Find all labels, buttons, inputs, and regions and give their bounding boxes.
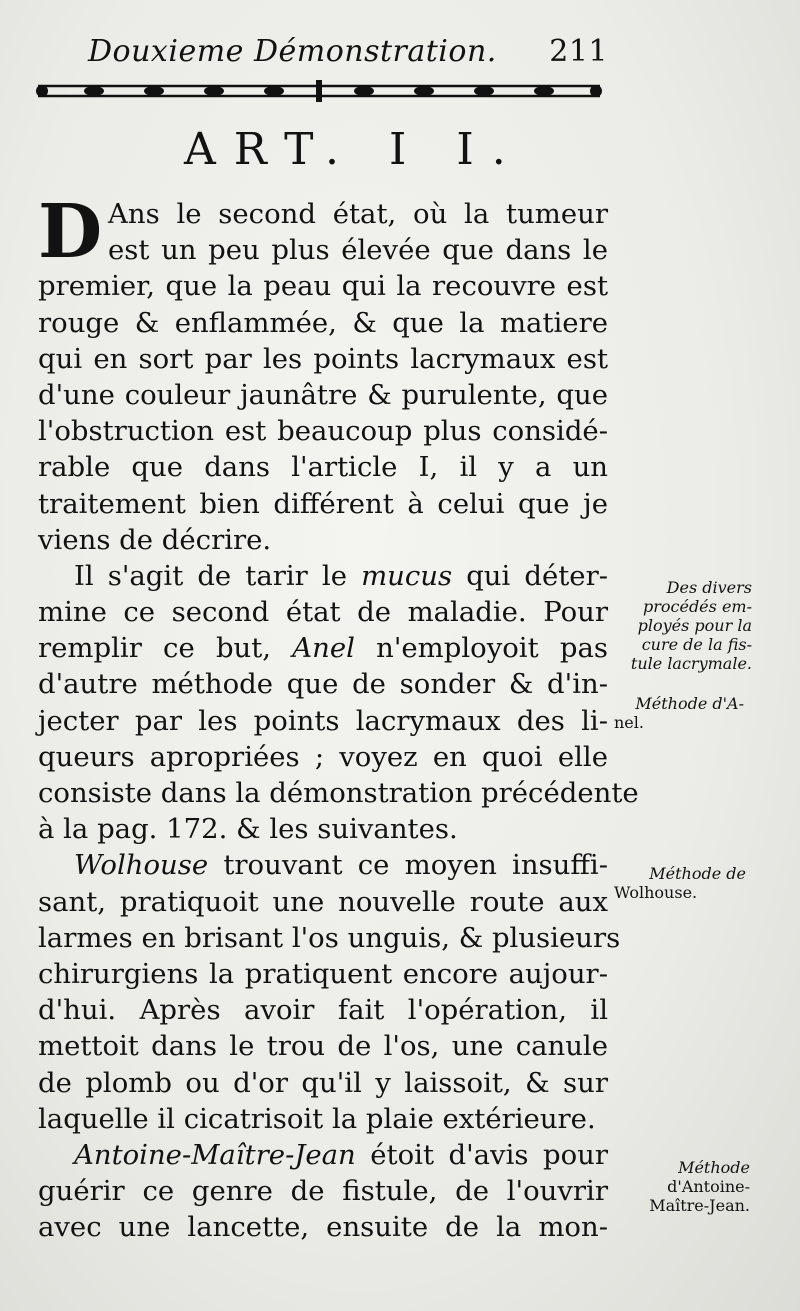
text-line: viens de décrire. <box>38 523 272 556</box>
italic-name-wolhouse: Wolhouse <box>74 849 209 882</box>
text-line: remplir ce but, Anel n'employoit pas <box>38 632 608 665</box>
margin-note-anel: Méthode d'A- nel. <box>614 694 744 732</box>
text-line: d'une couleur jaunâtre & purulente, que <box>38 378 608 411</box>
text-line: mettoit dans le trou de l'os, une canule <box>38 1030 608 1063</box>
text-line: chirurgiens la pratiquent encore aujour- <box>38 957 608 990</box>
paragraph-2 <box>38 558 639 848</box>
italic-name-anel: Anel <box>292 632 355 665</box>
text-line: larmes en brisant l'os unguis, & plusieurs <box>38 921 621 954</box>
text-line: Il s'agit de tarir le mucus qui déter- <box>74 559 609 592</box>
italic-term-mucus: mucus <box>361 559 453 592</box>
paragraph-1 <box>38 189 608 558</box>
text-line: avec une lancette, ensuite de la mon- <box>38 1211 608 1244</box>
drop-cap: D <box>38 189 103 275</box>
text-line: l'obstruction est beaucoup plus considé- <box>38 415 608 448</box>
text-line: laquelle il cicatrisoit la plaie extérieure. <box>38 1102 596 1135</box>
text-line: Ans le second état, où la tumeur <box>108 198 608 230</box>
text-line: guérir ce genre de fistule, de l'ouvrir <box>38 1175 608 1208</box>
margin-note-divers: Des divers procédés em- ployés pour la cure de la fis- tule lacrymale. <box>630 578 752 673</box>
text-line: rouge & enflammée, & que la matiere <box>38 306 608 339</box>
text-line: d'autre méthode que de sonder & d'in- <box>38 668 608 701</box>
text-line: Antoine-Maître-Jean étoit d'avis pour <box>74 1138 609 1171</box>
text-line: sant, pratiquoit une nouvelle route aux <box>38 885 608 918</box>
text-line: d'hui. Après avoir fait l'opération, il <box>38 994 608 1027</box>
margin-note-wolhouse: Méthode de Wolhouse. <box>614 864 746 902</box>
ornamental-rule <box>34 78 604 104</box>
text-line: premier, que la peau qui la recouvre est <box>38 270 608 303</box>
text-line: consiste dans la démonstration précédente <box>38 777 639 809</box>
text-line: rable que dans l'article I, il y a un <box>38 451 608 484</box>
main-text <box>38 189 639 1245</box>
text-line: traitement bien différent à celui que je <box>38 487 608 520</box>
text-line: de plomb ou d'or qu'il y laissoit, & sur <box>38 1066 608 1099</box>
italic-name-antoine: Antoine-Maître-Jean <box>74 1138 356 1171</box>
paragraph-3 <box>38 847 621 1137</box>
paragraph-4 <box>38 1137 608 1246</box>
text-line: mine ce second état de maladie. Pour <box>38 596 608 629</box>
article-title: ART. I I. <box>184 124 524 175</box>
text-line: est un peu plus élevée que dans le <box>108 234 608 267</box>
margin-note-antoine: Méthode d'Antoine- Maître-Jean. <box>649 1158 750 1215</box>
page-number: 211 <box>549 34 608 69</box>
text-line: Wolhouse trouvant ce moyen insuffi- <box>74 849 608 882</box>
text-line: jecter par les points lacrymaux des li- <box>38 704 608 737</box>
text-line: à la pag. 172. & les suivantes. <box>38 813 458 846</box>
text-line: qui en sort par les points lacrymaux est <box>38 342 608 375</box>
running-header <box>88 34 608 69</box>
text-line: queurs apropriées ; voyez en quoi elle <box>38 740 608 773</box>
running-title: Douxieme Démonstration. <box>88 34 497 69</box>
